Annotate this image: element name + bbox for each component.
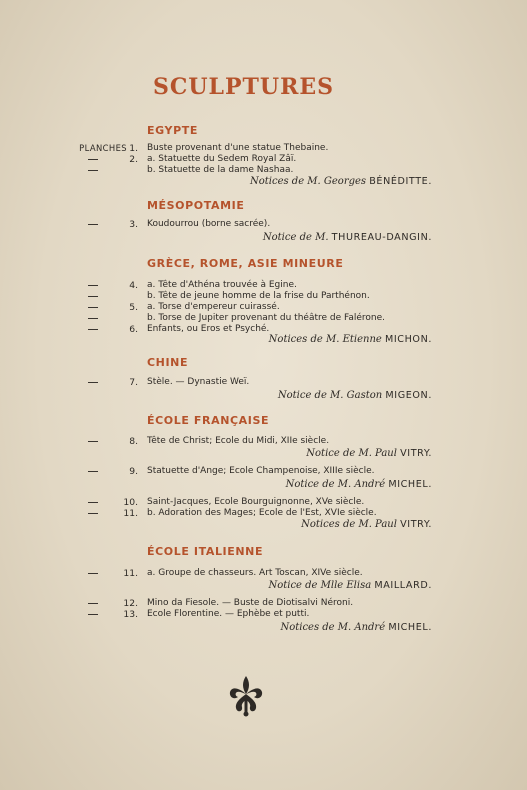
plate-number: 11. xyxy=(123,508,138,519)
notice-author: MICHON. xyxy=(385,334,432,345)
ditto-dash xyxy=(88,307,98,308)
notice-author: VITRY. xyxy=(400,519,432,530)
ditto-dash xyxy=(88,159,98,160)
notice-author: MIGEON. xyxy=(385,390,432,401)
notice-prefix: Notices de M. Paul xyxy=(301,519,401,530)
notice-line xyxy=(301,519,432,530)
plate-number: 7. xyxy=(129,377,138,388)
plate-number: 10. xyxy=(123,497,138,508)
plate-entry: a. Statuette du Sedem Royal Zâï. xyxy=(147,154,297,164)
notice-prefix: Notice de M. Paul xyxy=(306,448,401,459)
plate-entry: a. Groupe de chasseurs. Art Toscan, XIVe siècle. xyxy=(147,568,363,578)
notice-prefix: Notice de M. André xyxy=(285,479,389,490)
notice-line xyxy=(268,580,432,591)
plate-entry: Buste provenant d'une statue Thebaine. xyxy=(147,143,329,153)
notice-author: MAILLARD. xyxy=(374,580,432,591)
ditto-dash xyxy=(88,285,98,286)
plate-entry: Statuette d'Ange; Ecole Champenoise, XIIIe siècle. xyxy=(147,466,375,476)
notice-line xyxy=(263,232,432,243)
section-heading-chine: CHINE xyxy=(147,356,189,369)
plate-number: 8. xyxy=(129,436,138,447)
plate-number: 11. xyxy=(123,568,138,579)
fleuron-icon xyxy=(227,672,265,718)
section-heading-mesopotamie: MÉSOPOTAMIE xyxy=(147,199,245,212)
plate-entry: b. Tête de jeune homme de la frise du Parthénon. xyxy=(147,291,370,301)
ditto-dash xyxy=(88,329,98,330)
ditto-dash xyxy=(88,513,98,514)
ditto-dash xyxy=(88,170,98,171)
plate-entry: a. Tête d'Athéna trouvée à Egine. xyxy=(147,280,297,290)
notice-prefix: Notices de M. Georges xyxy=(249,176,370,187)
plate-number: 12. xyxy=(123,598,138,609)
plate-entry: Saint-Jacques, Ecole Bourguignonne, XVe siècle. xyxy=(147,497,365,507)
plate-entry: Stèle. — Dynastie Weï. xyxy=(147,377,250,387)
ditto-dash xyxy=(88,471,98,472)
plate-entry: Tête de Christ; Ecole du Midi, XIIe siècle. xyxy=(147,436,330,446)
notice-prefix: Notice de Mlle Elisa xyxy=(268,580,375,591)
ditto-dash xyxy=(88,614,98,615)
planches-label: PLANCHES xyxy=(79,143,127,153)
ditto-dash xyxy=(88,573,98,574)
notice-author: THUREAU-DANGIN. xyxy=(331,232,432,243)
ditto-dash xyxy=(88,382,98,383)
plate-entry: a. Torse d'empereur cuirassé. xyxy=(147,302,280,312)
notice-line xyxy=(306,448,432,459)
ditto-dash xyxy=(88,224,98,225)
notice-author: BÉNÉDITTE. xyxy=(369,176,432,187)
notice-prefix: Notices de M. André xyxy=(280,622,389,633)
notice-prefix: Notice de M. xyxy=(262,232,332,243)
plate-entry: Koudourrou (borne sacrée). xyxy=(147,219,271,229)
section-heading-ecole-francaise: ÉCOLE FRANÇAISE xyxy=(147,414,270,427)
plate-entry: Ecole Florentine. — Ephèbe et putti. xyxy=(147,609,310,619)
notice-author: VITRY. xyxy=(400,448,432,459)
plate-number: 6. xyxy=(129,324,138,335)
notice-author: MICHEL. xyxy=(388,479,432,490)
plate-entry: Enfants, ou Eros et Psyché. xyxy=(147,324,270,334)
ditto-dash xyxy=(88,296,98,297)
plate-entry: b. Statuette de la dame Nashaa. xyxy=(147,165,294,175)
ditto-dash xyxy=(88,603,98,604)
notice-line xyxy=(278,390,432,401)
plate-number: 9. xyxy=(129,466,138,477)
notice-author: MICHEL. xyxy=(388,622,432,633)
plate-number: 2. xyxy=(129,154,138,165)
ditto-dash xyxy=(88,502,98,503)
plate-entry: Mino da Fiesole. — Buste de Diotisalvi Néroni. xyxy=(147,598,354,608)
notice-prefix: Notices de M. Etienne xyxy=(268,334,385,345)
plate-number: 1. xyxy=(129,143,138,154)
notice-line xyxy=(250,176,432,187)
section-heading-ecole-italienne: ÉCOLE ITALIENNE xyxy=(147,545,264,558)
section-heading-grece: GRÈCE, ROME, ASIE MINEURE xyxy=(147,257,344,270)
page-title: SCULPTURES xyxy=(152,74,335,100)
plate-number: 4. xyxy=(129,280,138,291)
notice-prefix: Notice de M. Gaston xyxy=(277,390,386,401)
plate-number: 13. xyxy=(123,609,138,620)
plate-number: 3. xyxy=(129,219,138,230)
notice-line xyxy=(269,334,432,345)
ditto-dash xyxy=(88,441,98,442)
plate-number: 5. xyxy=(129,302,138,313)
section-heading-egypte: EGYPTE xyxy=(147,124,198,137)
notice-line xyxy=(286,479,432,490)
notice-line xyxy=(280,622,432,633)
ditto-dash xyxy=(88,318,98,319)
plate-entry: b. Adoration des Mages; Ecole de l'Est, XVIe siècle. xyxy=(147,508,377,518)
plate-entry: b. Torse de Jupiter provenant du théâtre de Falérone. xyxy=(147,313,386,323)
